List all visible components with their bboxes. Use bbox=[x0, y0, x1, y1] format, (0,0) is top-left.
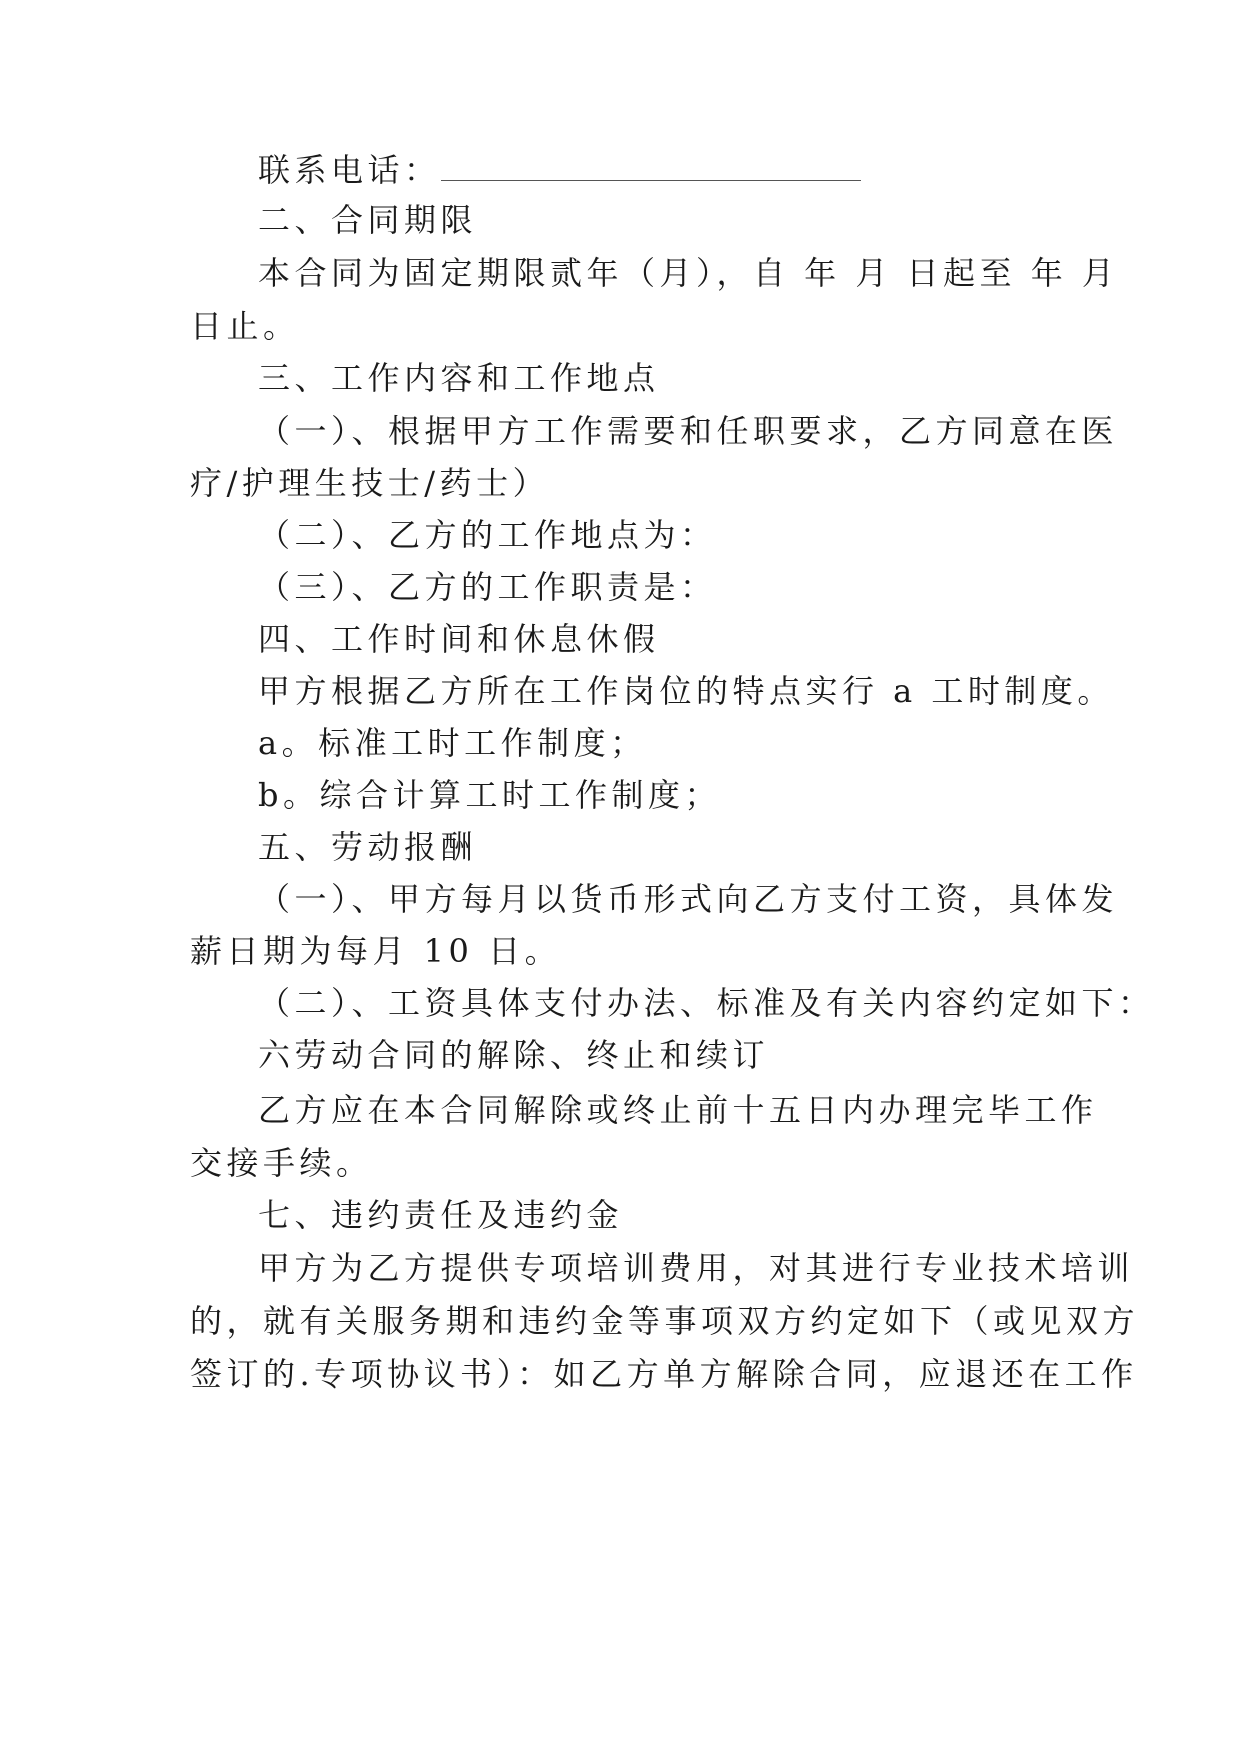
paragraph-line: 的，就有关服务期和违约金等事项双方约定如下（或见双方 bbox=[190, 1302, 1140, 1340]
paragraph-line: 交接手续。 bbox=[190, 1144, 373, 1182]
section-heading-hours: 四、工作时间和休息休假 bbox=[258, 620, 660, 658]
contact-phone-label: 联系电话： bbox=[258, 151, 441, 189]
paragraph-line: （二）、乙方的工作地点为： bbox=[258, 516, 717, 554]
list-item: a。标准工时工作制度； bbox=[258, 724, 647, 762]
paragraph-line: 乙方应在本合同解除或终止前十五日内办理完毕工作 bbox=[258, 1091, 1098, 1129]
paragraph-line: 日止。 bbox=[190, 307, 300, 345]
paragraph-line: 甲方为乙方提供专项培训费用，对其进行专业技术培训 bbox=[258, 1249, 1135, 1287]
paragraph-line: （一）、甲方每月以货币形式向乙方支付工资，具体发 bbox=[258, 880, 1119, 918]
contact-phone-line bbox=[258, 150, 861, 190]
paragraph-line: 签订的.专项协议书）：如乙方单方解除合同，应退还在工作 bbox=[190, 1355, 1138, 1393]
paragraph-line: 甲方根据乙方所在工作岗位的特点实行 a 工时制度。 bbox=[258, 672, 1114, 710]
paragraph-line: 疗/护理生技士/药士） bbox=[190, 464, 550, 502]
section-heading-work: 三、工作内容和工作地点 bbox=[258, 359, 660, 397]
section-heading-pay: 五、劳动报酬 bbox=[258, 828, 478, 866]
paragraph-line: （一）、根据甲方工作需要和任职要求，乙方同意在医 bbox=[258, 412, 1119, 450]
paragraph-line: 薪日期为每月 10 日。 bbox=[190, 932, 562, 970]
list-item: b。综合计算工时工作制度； bbox=[258, 776, 721, 814]
paragraph-line: （二）、工资具体支付办法、标准及有关内容约定如下： bbox=[258, 984, 1155, 1022]
contact-phone-blank bbox=[441, 160, 861, 181]
section-heading-termination: 六劳动合同的解除、终止和续订 bbox=[258, 1036, 770, 1074]
paragraph-line: （三）、乙方的工作职责是： bbox=[258, 568, 717, 606]
section-heading-term: 二、合同期限 bbox=[258, 201, 478, 239]
paragraph-line: 本合同为固定期限贰年（月），自 年 月 日起至 年 月 bbox=[258, 254, 1119, 292]
section-heading-liability: 七、违约责任及违约金 bbox=[258, 1196, 624, 1234]
